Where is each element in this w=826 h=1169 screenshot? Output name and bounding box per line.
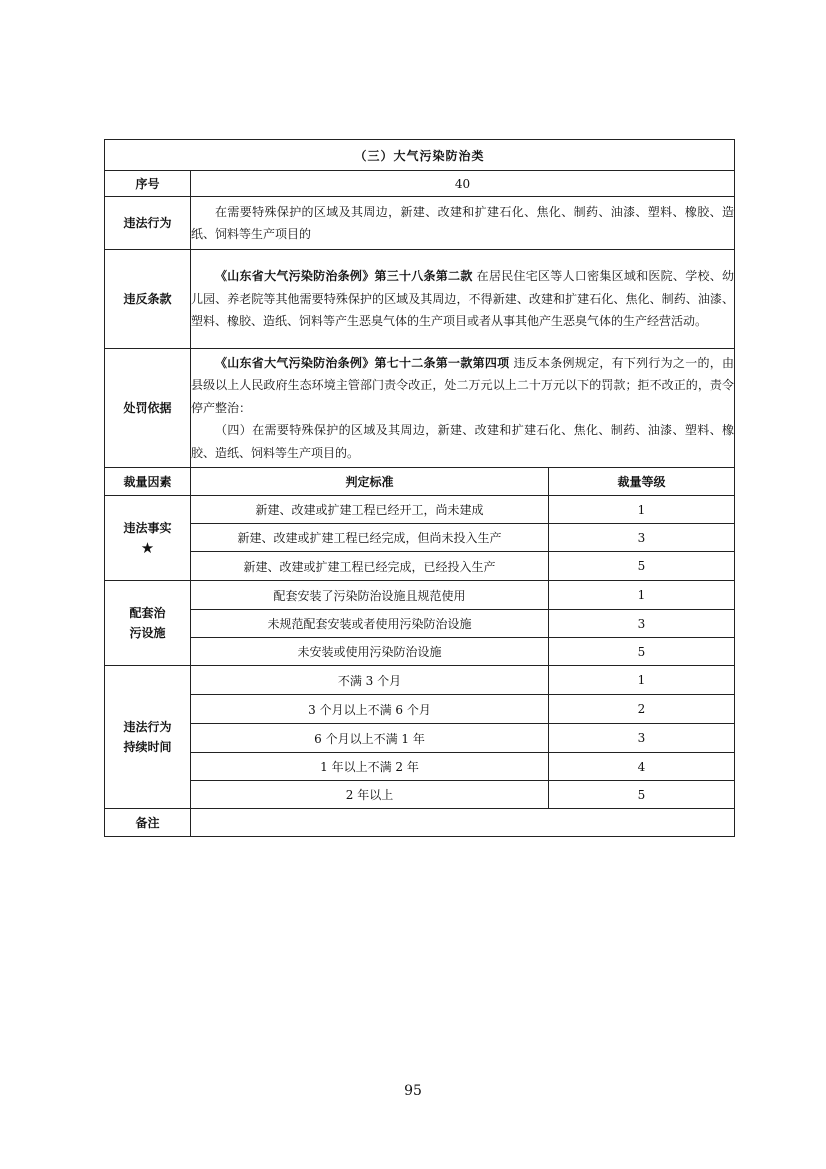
penalty-basis-label: 处罚依据	[105, 349, 191, 468]
violation-text: 在需要特殊保护的区域及其周边，新建、改建和扩建石化、焦化、制药、油漆、塑料、橡胶、造纸、饲料等生产项目的	[191, 197, 735, 250]
level-cell: 1	[549, 496, 735, 524]
penalty-basis-item: （四）在需要特殊保护的区域及其周边，新建、改建和扩建石化、焦化、制药、油漆、塑料、橡胶、造纸、饲料等生产项目的。	[191, 423, 734, 460]
level-cell: 5	[549, 781, 735, 809]
criterion-cell: 新建、改建或扩建工程已经完成，已经投入生产	[191, 552, 549, 581]
factor-pollution-facility	[105, 581, 191, 666]
level-header: 裁量等级	[549, 468, 735, 496]
criterion-cell: 6 个月以上不满 1 年	[191, 724, 549, 753]
criteria-header: 判定标准	[191, 468, 549, 496]
serial-value: 40	[191, 171, 735, 197]
violated-article-ref: 《山东省大气污染防治条例》第三十八条第二款	[215, 269, 473, 284]
criterion-cell: 新建、改建或扩建工程已经开工，尚未建成	[191, 496, 549, 524]
criterion-cell: 不满 3 个月	[191, 666, 549, 695]
criterion-cell: 未安装或使用污染防治设施	[191, 638, 549, 666]
page-number: 95	[404, 1083, 422, 1099]
criterion-cell: 新建、改建或扩建工程已经完成，但尚未投入生产	[191, 524, 549, 552]
criterion-cell: 未规范配套安装或者使用污染防治设施	[191, 610, 549, 638]
criterion-cell: 配套安装了污染防治设施且规范使用	[191, 581, 549, 610]
factor-illegal-fact	[105, 496, 191, 581]
penalty-basis-paragraph	[191, 352, 734, 420]
factor-duration	[105, 666, 191, 809]
discretion-factor-header: 裁量因素	[105, 468, 191, 496]
criterion-cell: 1 年以上不满 2 年	[191, 753, 549, 781]
factor-name: 违法行为持续时间	[123, 720, 172, 754]
factor-name: 违法事实	[123, 521, 172, 535]
level-cell: 1	[549, 666, 735, 695]
penalty-basis-ref: 《山东省大气污染防治条例》第七十二条第一款第四项	[215, 355, 510, 370]
key-factor-star-icon: ★	[140, 539, 155, 557]
level-cell: 5	[549, 638, 735, 666]
penalty-basis-text	[191, 349, 735, 468]
violated-article-label: 违反条款	[105, 250, 191, 349]
violation-label: 违法行为	[105, 197, 191, 250]
level-cell: 4	[549, 753, 735, 781]
penalty-basis-body: 违反本条例规定，有下列行为之一的，由县级以上人民政府生态环境主管部门责令改正，处二万元以上二十万元以下的罚款；拒不改正的，责令停产整治：	[191, 355, 734, 415]
criterion-cell: 3 个月以上不满 6 个月	[191, 695, 549, 724]
level-cell: 3	[549, 724, 735, 753]
violated-article-text	[191, 250, 735, 349]
level-cell: 2	[549, 695, 735, 724]
level-cell: 3	[549, 524, 735, 552]
level-cell: 3	[549, 610, 735, 638]
violated-article-body: 在居民住宅区等人口密集区域和医院、学校、幼儿园、养老院等其他需要特殊保护的区域及其周边，不得新建、改建和扩建石化、焦化、制药、油漆、塑料、橡胶、造纸、饲料等产生恶臭气体的生产项目或者从事其他产生恶臭气体的生产经营活动。	[191, 269, 734, 329]
serial-label: 序号	[105, 171, 191, 197]
factor-name: 配套治污设施	[129, 606, 166, 640]
level-cell: 5	[549, 552, 735, 581]
criterion-cell: 2 年以上	[191, 781, 549, 809]
level-cell: 1	[549, 581, 735, 610]
remarks-label: 备注	[105, 809, 191, 837]
section-title: （三）大气污染防治类	[105, 140, 735, 171]
remarks-value	[191, 809, 735, 837]
penalty-discretion-table	[104, 139, 735, 837]
